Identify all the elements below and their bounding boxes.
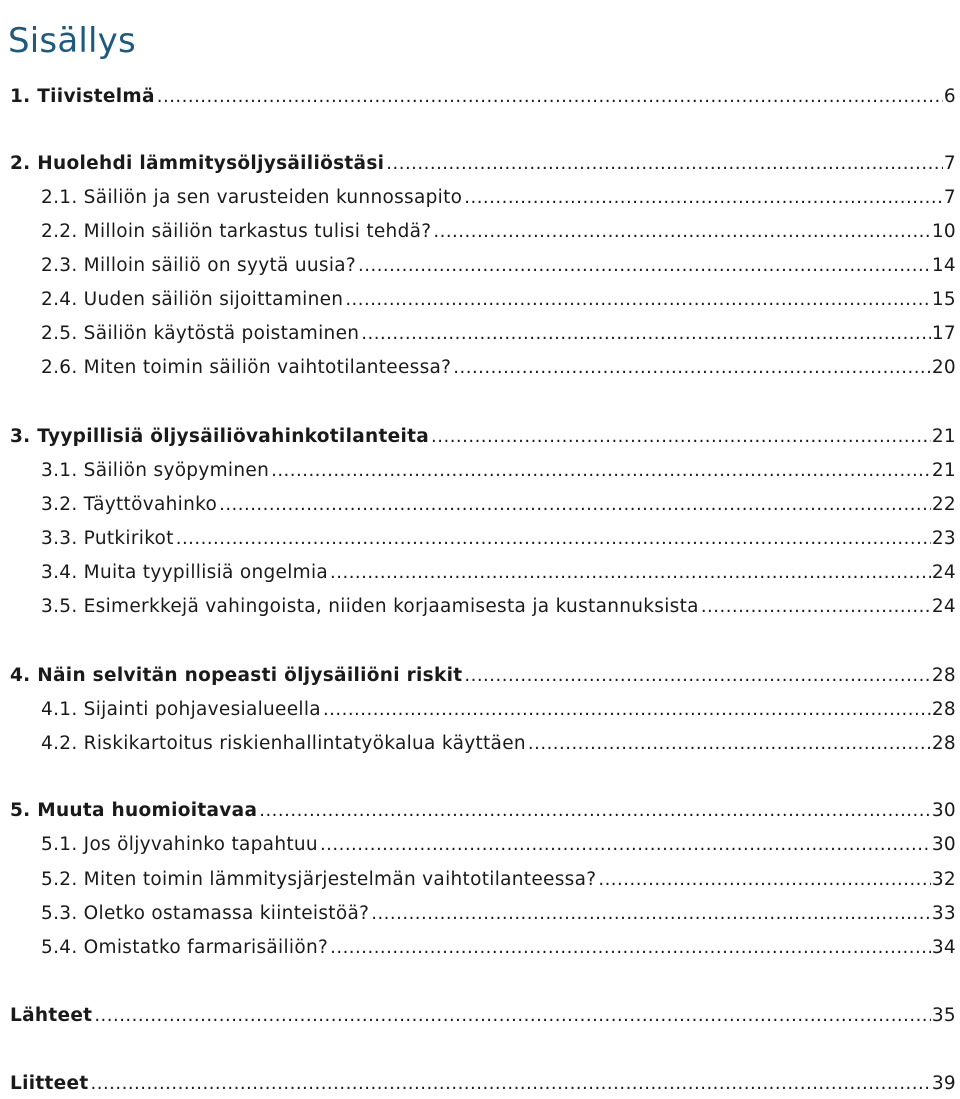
toc-entry-2[interactable]	[10, 149, 956, 179]
toc-entry-label: 3.1. Säiliön syöpyminen	[41, 460, 270, 481]
toc-entry-page: 20	[931, 357, 956, 378]
toc-entry-3-1[interactable]	[41, 456, 956, 486]
toc-leader	[358, 251, 931, 281]
toc-entry-page: 21	[931, 460, 956, 481]
toc-entry-3-4[interactable]	[41, 558, 956, 588]
toc-entry-page: 7	[943, 153, 956, 174]
toc-entry-label: 1. Tiivistelmä	[10, 86, 155, 107]
toc-entry-page: 30	[931, 834, 956, 855]
toc-entry-page: 23	[931, 528, 956, 549]
toc-leader	[345, 285, 931, 315]
toc-entry-page: 35	[931, 1005, 956, 1026]
toc-entry-label: 3.2. Täyttövahinko	[41, 494, 218, 515]
toc-leader	[176, 524, 931, 554]
toc-entry-page: 34	[931, 937, 956, 958]
toc-leader	[271, 456, 931, 486]
toc-entry-label: 5.1. Jos öljyvahinko tapahtuu	[41, 834, 318, 855]
toc-entry-label: 5. Muuta huomioitavaa	[10, 800, 258, 821]
toc-entry-page: 32	[931, 869, 956, 890]
toc-leader	[323, 695, 931, 725]
toc-leader	[94, 1001, 931, 1031]
toc-entry-page: 22	[931, 494, 956, 515]
toc-entry-3-5[interactable]	[41, 592, 956, 622]
toc-entry-2-3[interactable]	[41, 251, 956, 281]
toc-entry-page: 15	[931, 289, 956, 310]
toc-entry-page: 28	[931, 665, 956, 686]
toc-entry-label: 5.2. Miten toimin lämmitysjärjestelmän vaihtotilanteessa?	[41, 869, 597, 890]
toc-entry-label: 5.4. Omistatko farmarisäiliön?	[41, 937, 329, 958]
toc-entry-5-1[interactable]	[41, 830, 956, 860]
toc-entry-page: 21	[931, 426, 956, 447]
toc-entry-2-2[interactable]	[41, 217, 956, 247]
toc-entry-2-6[interactable]	[41, 353, 956, 383]
toc-leader	[91, 1069, 931, 1099]
toc-leader	[528, 729, 931, 759]
toc-leader	[259, 796, 931, 826]
toc-leader	[386, 149, 943, 179]
toc-entry-label: 2.4. Uuden säiliön sijoittaminen	[41, 289, 344, 310]
toc-entry-label: 2.2. Milloin säiliön tarkastus tulisi tehdä?	[41, 221, 432, 242]
toc-entry-page: 24	[931, 562, 956, 583]
toc-entry-1[interactable]	[10, 82, 956, 112]
toc-entry-5-2[interactable]	[41, 865, 956, 895]
toc-leader	[464, 183, 943, 213]
toc-entry-page: 14	[931, 255, 956, 276]
toc-entry-page: 30	[931, 800, 956, 821]
toc-entry-appendices[interactable]	[10, 1069, 956, 1099]
toc-entry-4[interactable]	[10, 661, 956, 691]
toc-entry-label: 3.4. Muita tyypillisiä ongelmia	[41, 562, 329, 583]
toc-entry-2-4[interactable]	[41, 285, 956, 315]
toc-entry-page: 7	[943, 187, 956, 208]
toc-leader	[433, 217, 930, 247]
toc-entry-3[interactable]	[10, 422, 956, 452]
toc-entry-5[interactable]	[10, 796, 956, 826]
toc-entry-label: 3.5. Esimerkkejä vahingoista, niiden korjaamisesta ja kustannuksista	[41, 596, 699, 617]
toc-leader	[320, 830, 931, 860]
toc-entry-label: Lähteet	[10, 1005, 93, 1026]
toc-entry-label: 3. Tyypillisiä öljysäiliövahinkotilanteita	[10, 426, 430, 447]
toc-entry-label: 2.6. Miten toimin säiliön vaihtotilanteessa?	[41, 357, 452, 378]
toc-entry-3-2[interactable]	[41, 490, 956, 520]
toc-leader	[701, 592, 931, 622]
toc-leader	[598, 865, 931, 895]
toc-entry-label: 2.3. Milloin säiliö on syytä uusia?	[41, 255, 357, 276]
toc-entry-page: 28	[931, 699, 956, 720]
toc-entry-4-1[interactable]	[41, 695, 956, 725]
toc-entry-2-1[interactable]	[41, 183, 956, 213]
toc-leader	[431, 422, 931, 452]
toc-entry-label: Liitteet	[10, 1073, 89, 1094]
toc-entry-page: 24	[931, 596, 956, 617]
toc-leader	[453, 353, 931, 383]
toc-entry-label: 5.3. Oletko ostamassa kiinteistöä?	[41, 903, 370, 924]
toc-leader	[464, 661, 930, 691]
toc-entry-page: 17	[931, 323, 956, 344]
toc-entry-label: 4. Näin selvitän nopeasti öljysäiliöni riskit	[10, 665, 463, 686]
toc-leader	[330, 558, 931, 588]
toc-entry-label: 4.1. Sijainti pohjavesialueella	[41, 699, 321, 720]
toc-entry-label: 2. Huolehdi lämmitysöljysäiliöstäsi	[10, 153, 385, 174]
toc-entry-4-2[interactable]	[41, 729, 956, 759]
toc-entry-5-4[interactable]	[41, 933, 956, 963]
toc-entry-label: 4.2. Riskikartoitus riskienhallintatyökalua käyttäen	[41, 733, 526, 754]
toc-entry-page: 6	[943, 86, 956, 107]
page-title: Sisällys	[8, 20, 136, 61]
toc-leader	[157, 82, 943, 112]
toc-entry-sources[interactable]	[10, 1001, 956, 1031]
toc-entry-label: 2.5. Säiliön käytöstä poistaminen	[41, 323, 360, 344]
toc-leader	[371, 899, 931, 929]
toc-entry-page: 10	[931, 221, 956, 242]
toc-leader	[361, 319, 931, 349]
toc-entry-label: 3.3. Putkirikot	[41, 528, 174, 549]
toc-entry-2-5[interactable]	[41, 319, 956, 349]
toc-leader	[219, 490, 931, 520]
toc-leader	[330, 933, 931, 963]
toc-entry-page: 33	[931, 903, 956, 924]
toc-entry-3-3[interactable]	[41, 524, 956, 554]
toc-entry-page: 28	[931, 733, 956, 754]
toc-entry-label: 2.1. Säiliön ja sen varusteiden kunnossapito	[41, 187, 463, 208]
toc-entry-5-3[interactable]	[41, 899, 956, 929]
toc-entry-page: 39	[931, 1073, 956, 1094]
